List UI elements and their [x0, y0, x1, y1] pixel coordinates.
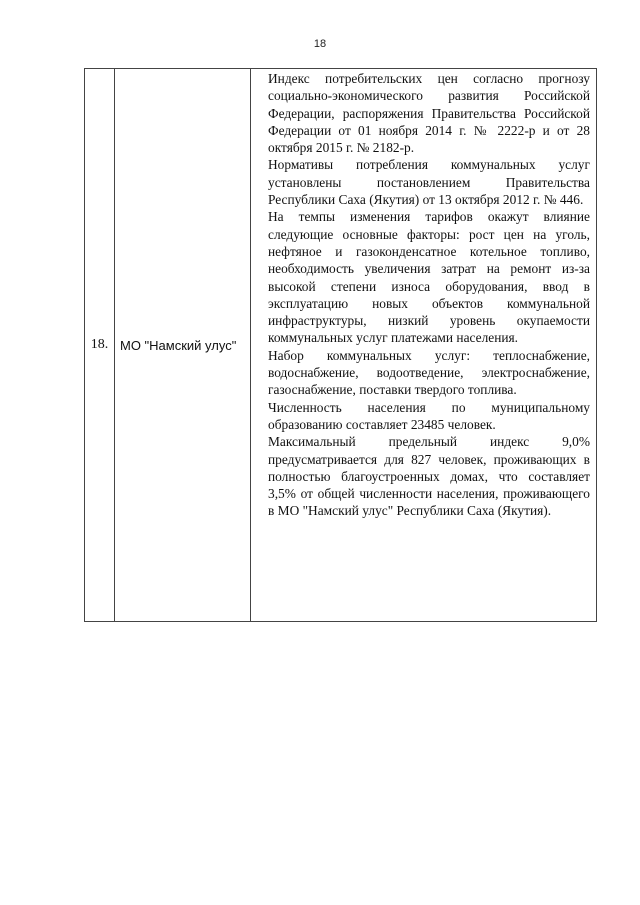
description-cell	[251, 69, 597, 622]
paragraph-services-set: Набор коммунальных услуг: теплоснабжение, водоснабжение, водоотведение, электроснабжение, газоснабжение, поставки твердого топлива.	[268, 347, 590, 398]
municipality-name: МО "Намский улус"	[120, 337, 237, 353]
paragraph-consumption-norms: Нормативы потребления коммунальных услуг установлены постановлением Правительства Республики Саха (Якутия) от 13 октября 2012 г. № 446.	[268, 157, 590, 208]
paragraph-tariff-factors: На темпы изменения тарифов окажут влияние следующие основные факторы: рост цен на уголь, нефтяное и газоконденсатное котельное топливо, необходимость увеличения затрат на ремонт из-за высокой степени износа оборудования, ввод в эксплуатацию новых объектов коммунальной инфраструктуры, низкий уровень окупаемости коммунальных услуг платежами населения.	[268, 209, 590, 346]
municipality-cell	[115, 69, 251, 622]
paragraph-max-index: Максимальный предельный индекс 9,0% предусматривается для 827 человек, проживающих в полностью благоустроенных домах, что составляет 3,5% от общей численности населения, проживающего в МО "Намский улус" Республики Саха (Якутия).	[268, 434, 590, 519]
row-number-cell	[85, 69, 115, 622]
paragraph-price-index: Индекс потребительских цен согласно прогнозу социально-экономического развития Российской Федерации, распоряжения Правительства Российской Федерации от 01 ноября 2014 г. № 2222-р и от 28 октября 2015 г. № 2182-р.	[268, 71, 590, 156]
page-number: 18	[313, 38, 327, 50]
tariff-table	[84, 68, 597, 622]
paragraph-population: Численность населения по муниципальному образованию составляет 23485 человек.	[268, 399, 590, 432]
table-row	[85, 69, 597, 622]
row-number: 18.	[90, 337, 109, 352]
